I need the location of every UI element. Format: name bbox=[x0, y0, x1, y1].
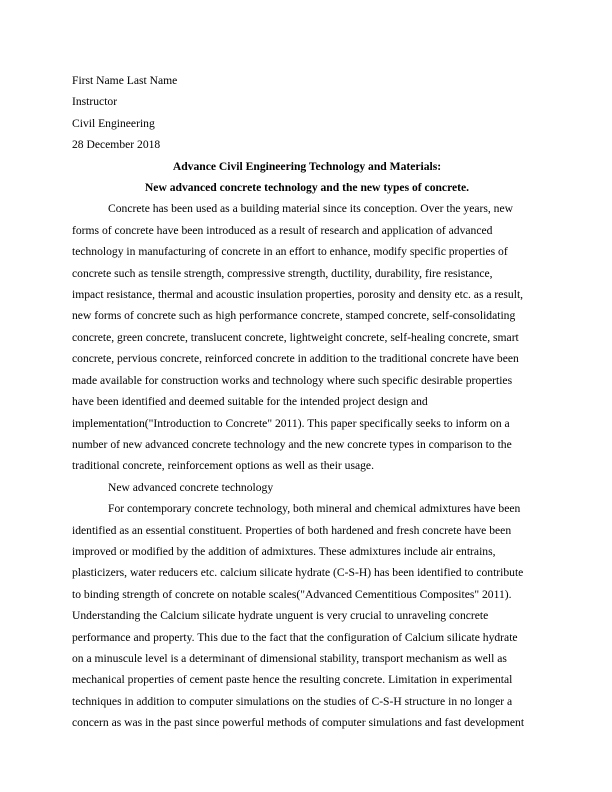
paragraph-line: For contemporary concrete technology, both mineral and chemical admixtures have been bbox=[108, 502, 521, 516]
author-name: First Name Last Name bbox=[72, 74, 178, 87]
paragraph-line: concrete, green concrete, translucent concrete, lightweight concrete, self-healing concrete, smart bbox=[72, 330, 519, 344]
paragraph-line: number of new advanced concrete technology and the new concrete types in comparison to the bbox=[72, 437, 512, 451]
paragraph-line: forms of concrete have been introduced as a result of research and application of advanced bbox=[72, 223, 493, 237]
section-heading bbox=[72, 477, 542, 498]
paragraph-line: improved or modified by the addition of admixtures. These admixtures include air entrains, bbox=[72, 544, 496, 558]
date-line: 28 December 2018 bbox=[72, 138, 161, 152]
paragraph-line: performance and property. This due to the fact that the configuration of Calcium silicate hydrate bbox=[72, 630, 518, 644]
paragraph-line: technology in manufacturing of concrete in an effort to enhance, modify specific properties of bbox=[72, 245, 508, 259]
paragraph-line: impact resistance, thermal and acoustic insulation properties, porosity and density etc. as a result, bbox=[72, 288, 524, 302]
paragraph-intro bbox=[72, 198, 542, 476]
paragraph-line: new forms of concrete such as high performance concrete, stamped concrete, self-consolidating bbox=[72, 309, 516, 323]
paragraph-line: Concrete has been used as a building material since its conception. Over the years, new bbox=[108, 202, 514, 216]
paragraph-line: have been identified and deemed suitable for the intended project design and bbox=[72, 395, 428, 409]
paragraph-line: techniques in addition to computer simulations on the studies of C-S-H structure in no longer a bbox=[72, 694, 513, 708]
paragraph-line: concrete such as tensile strength, compressive strength, ductility, durability, fire resistance, bbox=[72, 266, 493, 280]
paragraph-admixtures bbox=[72, 498, 542, 733]
paragraph-line: implementation("Introduction to Concrete" 2011). This paper specifically seeks to inform on a bbox=[72, 416, 510, 430]
title-line-1: Advance Civil Engineering Technology and Materials: bbox=[172, 159, 442, 173]
title-line-2: New advanced concrete technology and the new types of concrete. bbox=[144, 181, 470, 195]
section-heading-text: New advanced concrete technology bbox=[108, 480, 274, 494]
paragraph-line: plasticizers, water reducers etc. calcium silicate hydrate (C-S-H) has been identified to contribute bbox=[72, 566, 524, 580]
paragraph-line: concern as was in the past since powerful methods of computer simulations and fast development bbox=[72, 716, 525, 730]
paragraph-line: traditional concrete, reinforcement options as well as their usage. bbox=[72, 459, 374, 473]
paragraph-line: concrete, pervious concrete, reinforced concrete in addition to the traditional concrete have been bbox=[72, 352, 519, 366]
paragraph-line: identified as an essential constituent. Properties of both hardened and fresh concrete have been bbox=[72, 523, 512, 537]
paragraph-line: mechanical properties of cement paste hence the resulting concrete. Limitation in experimental bbox=[72, 673, 513, 687]
paragraph-line: on a minuscule level is a determinant of dimensional stability, transport mechanism as well as bbox=[72, 651, 507, 665]
paragraph-line: Understanding the Calcium silicate hydrate unguent is very crucial to unraveling concrete bbox=[72, 609, 489, 623]
document-body bbox=[72, 70, 542, 734]
paragraph-line: to binding strength of concrete on notable scales("Advanced Cementitious Composites" 2011). bbox=[72, 587, 512, 601]
paragraph-line: made available for construction works and technology where such specific desirable properties bbox=[72, 373, 513, 387]
instructor-line: Instructor bbox=[72, 95, 118, 109]
course-line: Civil Engineering bbox=[72, 116, 155, 130]
